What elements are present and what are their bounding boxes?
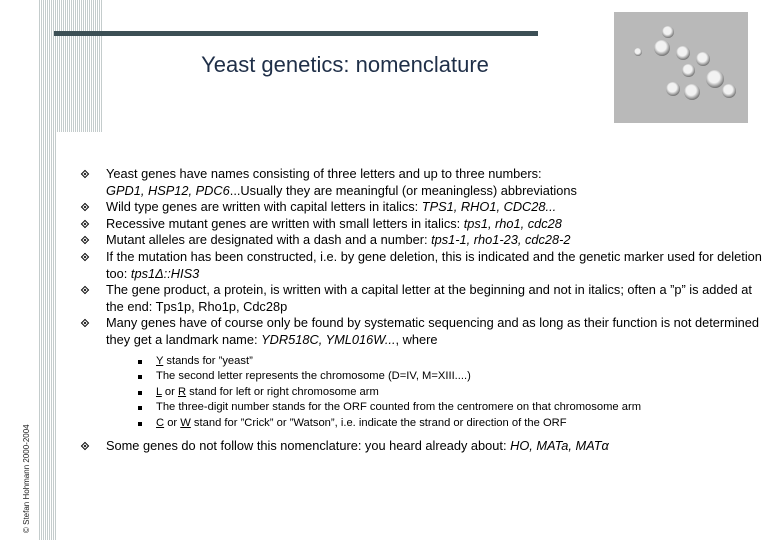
sub-list-item (138, 416, 762, 432)
underlined-letter: W (180, 416, 191, 429)
square-bullet-icon (138, 406, 142, 410)
list-item (82, 166, 762, 199)
diamond-bullet-icon (81, 203, 89, 211)
gene-examples: tps1-1, rho1-23, cdc28-2 (431, 232, 571, 248)
square-bullet-icon (138, 375, 142, 379)
diamond-bullet-icon (81, 236, 89, 244)
underlined-letter: C (156, 416, 165, 429)
diamond-bullet-icon (81, 253, 89, 261)
bullet-text: Mutant alleles are designated with a dash and a number: (106, 232, 432, 248)
yeast-cells-micrograph-icon (614, 12, 748, 123)
bullet-text: Some genes do not follow this nomenclature: you heard already about: (106, 437, 511, 453)
title-bar-line (54, 31, 538, 36)
sub-text: stand for left or right chromosome arm (186, 385, 379, 398)
sub-text: The second letter represents the chromosome (D=IV, M=XIII....) (156, 370, 471, 383)
gene-examples: HO, MATa, MATα (510, 437, 609, 453)
gene-examples: TPS1, RHO1, CDC28... (421, 199, 557, 215)
sub-text: or (161, 385, 178, 398)
sub-list-item (138, 400, 762, 416)
top-left-stripe-block (56, 0, 102, 132)
bullet-text: ...Usually they are meaningful (or meaningless) abbreviations (229, 182, 577, 198)
list-item (82, 315, 762, 431)
diamond-bullet-icon (81, 220, 89, 228)
gene-examples: YDR518C, YML016W... (261, 331, 396, 347)
sub-list-item (138, 354, 762, 370)
copyright-text: © Stefan Hohmann 2000-2004 (22, 424, 31, 533)
list-item (82, 216, 762, 233)
bullet-text: The gene product, a protein, is written with a capital letter at the beginning and not in italics; often a ”p” is added at the end: Tps1p, Rho1p, Cdc28p (106, 282, 752, 314)
sub-list-item (138, 369, 762, 385)
sub-text: stands for ”yeast” (163, 354, 253, 367)
square-bullet-icon (138, 422, 142, 426)
bullet-list (82, 166, 762, 454)
bullet-text: Wild type genes are written with capital letters in italics: (106, 199, 422, 215)
list-item (82, 199, 762, 216)
square-bullet-icon (138, 391, 142, 395)
gene-examples: tps1Δ::HIS3 (130, 265, 200, 281)
list-item (82, 438, 762, 455)
diamond-bullet-icon (81, 286, 89, 294)
list-item (82, 249, 762, 282)
diamond-bullet-icon (81, 170, 89, 178)
list-item (82, 232, 762, 249)
list-item (82, 282, 762, 315)
sub-text: stand for ”Crick” or ”Watson”, i.e. indicate the strand or direction of the ORF (190, 416, 567, 429)
slide-body (82, 166, 762, 454)
sub-list-item (138, 385, 762, 401)
diamond-bullet-icon (81, 441, 89, 449)
bullet-text: Many genes have of course only be found by systematic sequencing and as long as their function is not determined they get a landmark name: (106, 315, 760, 347)
left-stripe-decoration (38, 0, 56, 540)
underlined-letter: R (177, 385, 187, 398)
gene-examples: GPD1, HSP12, PDC6 (106, 182, 230, 198)
bullet-text: If the mutation has been constructed, i.e. by gene deletion, this is indicated and the genetic marker used for deletion too: (106, 248, 762, 281)
sub-bullet-list (106, 354, 762, 432)
bullet-text: Yeast genes have names consisting of three letters and up to three numbers: (106, 166, 542, 181)
diamond-bullet-icon (81, 319, 89, 327)
bullet-text: Recessive mutant genes are written with small letters in italics: (106, 215, 464, 231)
underlined-letter: L (156, 385, 162, 398)
bullet-text: , where (395, 331, 438, 347)
sub-text: or (164, 416, 181, 429)
underlined-letter: Y (156, 354, 164, 367)
slide-title: Yeast genetics: nomenclature (201, 52, 489, 77)
square-bullet-icon (138, 360, 142, 364)
gene-examples: tps1, rho1, cdc28 (463, 215, 562, 231)
sub-text: The three-digit number stands for the ORF counted from the centromere on that chromosome arm (156, 401, 642, 414)
